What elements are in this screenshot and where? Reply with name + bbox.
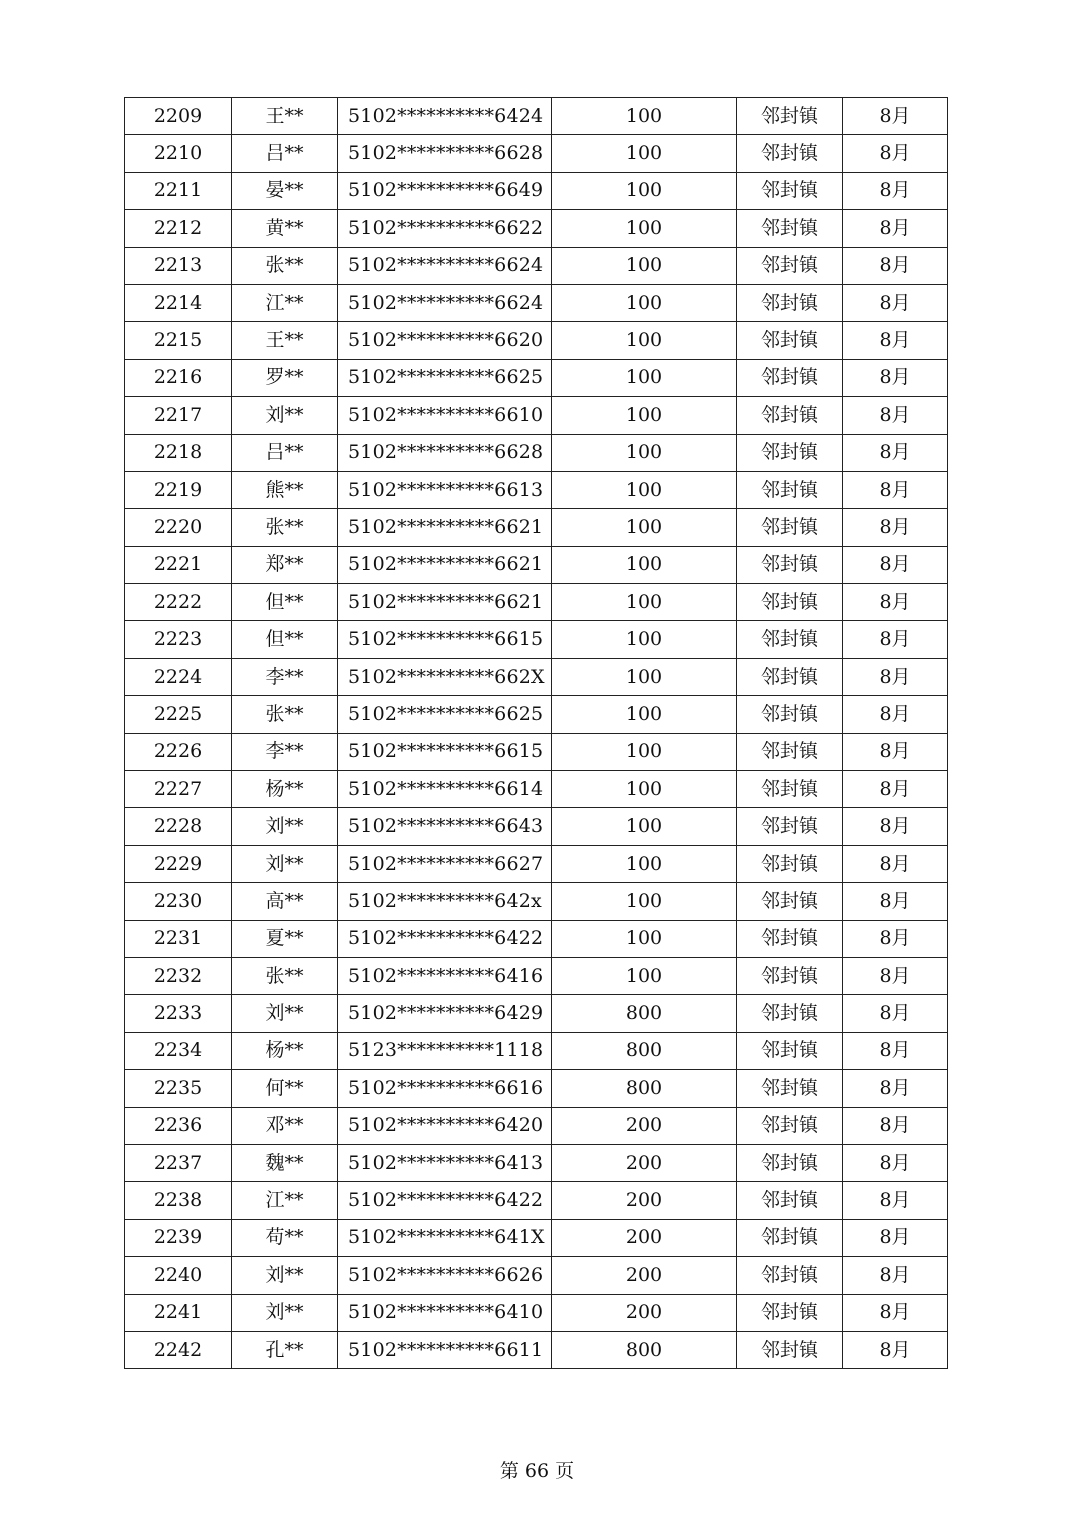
row-number: 2231	[125, 920, 232, 957]
amount-cell: 100	[552, 210, 737, 247]
month-cell: 8月	[843, 1107, 948, 1144]
name-cell: 张**	[232, 509, 338, 546]
row-number: 2214	[125, 284, 232, 321]
id-number-cell: 5102**********6611	[338, 1331, 552, 1368]
name-cell: 郑**	[232, 546, 338, 583]
name-cell: 苟**	[232, 1219, 338, 1256]
amount-cell: 100	[552, 920, 737, 957]
town-cell: 邻封镇	[737, 1257, 843, 1294]
town-cell: 邻封镇	[737, 359, 843, 396]
town-cell: 邻封镇	[737, 98, 843, 135]
table-row	[125, 1331, 948, 1368]
row-number: 2218	[125, 434, 232, 471]
amount-cell: 800	[552, 1032, 737, 1069]
name-cell: 张**	[232, 957, 338, 994]
amount-cell: 100	[552, 135, 737, 172]
row-number: 2237	[125, 1144, 232, 1181]
town-cell: 邻封镇	[737, 322, 843, 359]
row-number: 2210	[125, 135, 232, 172]
month-cell: 8月	[843, 771, 948, 808]
table-row	[125, 845, 948, 882]
month-cell: 8月	[843, 1257, 948, 1294]
id-number-cell: 5102**********6625	[338, 696, 552, 733]
name-cell: 但**	[232, 584, 338, 621]
table-row	[125, 247, 948, 284]
id-number-cell: 5102**********6622	[338, 210, 552, 247]
id-number-cell: 5123**********1118	[338, 1032, 552, 1069]
town-cell: 邻封镇	[737, 397, 843, 434]
month-cell: 8月	[843, 1032, 948, 1069]
id-number-cell: 5102**********6620	[338, 322, 552, 359]
town-cell: 邻封镇	[737, 845, 843, 882]
town-cell: 邻封镇	[737, 172, 843, 209]
town-cell: 邻封镇	[737, 1219, 843, 1256]
id-number-cell: 5102**********6616	[338, 1070, 552, 1107]
table-body	[125, 98, 948, 1369]
id-number-cell: 5102**********6624	[338, 284, 552, 321]
id-number-cell: 5102**********6416	[338, 957, 552, 994]
month-cell: 8月	[843, 1070, 948, 1107]
id-number-cell: 5102**********6413	[338, 1144, 552, 1181]
table-row	[125, 1107, 948, 1144]
id-number-cell: 5102**********6627	[338, 845, 552, 882]
table-row	[125, 1257, 948, 1294]
id-number-cell: 5102**********6614	[338, 771, 552, 808]
town-cell: 邻封镇	[737, 733, 843, 770]
row-number: 2238	[125, 1182, 232, 1219]
name-cell: 张**	[232, 247, 338, 284]
table-row	[125, 1294, 948, 1331]
table-row	[125, 733, 948, 770]
amount-cell: 800	[552, 995, 737, 1032]
amount-cell: 200	[552, 1294, 737, 1331]
table-row	[125, 471, 948, 508]
id-number-cell: 5102**********6615	[338, 621, 552, 658]
table-row	[125, 1219, 948, 1256]
row-number: 2222	[125, 584, 232, 621]
name-cell: 魏**	[232, 1144, 338, 1181]
table-row	[125, 658, 948, 695]
name-cell: 王**	[232, 98, 338, 135]
month-cell: 8月	[843, 247, 948, 284]
amount-cell: 100	[552, 845, 737, 882]
table-row	[125, 883, 948, 920]
id-number-cell: 5102**********6628	[338, 135, 552, 172]
month-cell: 8月	[843, 920, 948, 957]
town-cell: 邻封镇	[737, 1182, 843, 1219]
town-cell: 邻封镇	[737, 1070, 843, 1107]
id-number-cell: 5102**********6621	[338, 584, 552, 621]
table-row	[125, 172, 948, 209]
month-cell: 8月	[843, 359, 948, 396]
table-row	[125, 509, 948, 546]
name-cell: 刘**	[232, 397, 338, 434]
row-number: 2216	[125, 359, 232, 396]
id-number-cell: 5102**********6625	[338, 359, 552, 396]
id-number-cell: 5102**********6610	[338, 397, 552, 434]
row-number: 2230	[125, 883, 232, 920]
town-cell: 邻封镇	[737, 247, 843, 284]
amount-cell: 100	[552, 98, 737, 135]
id-number-cell: 5102**********642x	[338, 883, 552, 920]
name-cell: 邓**	[232, 1107, 338, 1144]
amount-cell: 200	[552, 1107, 737, 1144]
amount-cell: 100	[552, 957, 737, 994]
month-cell: 8月	[843, 546, 948, 583]
amount-cell: 100	[552, 696, 737, 733]
name-cell: 吕**	[232, 135, 338, 172]
town-cell: 邻封镇	[737, 883, 843, 920]
row-number: 2241	[125, 1294, 232, 1331]
town-cell: 邻封镇	[737, 621, 843, 658]
id-number-cell: 5102**********6628	[338, 434, 552, 471]
table-row	[125, 1070, 948, 1107]
row-number: 2234	[125, 1032, 232, 1069]
town-cell: 邻封镇	[737, 434, 843, 471]
name-cell: 刘**	[232, 808, 338, 845]
month-cell: 8月	[843, 509, 948, 546]
amount-cell: 200	[552, 1182, 737, 1219]
name-cell: 刘**	[232, 845, 338, 882]
table-row	[125, 546, 948, 583]
month-cell: 8月	[843, 584, 948, 621]
month-cell: 8月	[843, 1144, 948, 1181]
table-row	[125, 584, 948, 621]
amount-cell: 100	[552, 733, 737, 770]
town-cell: 邻封镇	[737, 546, 843, 583]
id-number-cell: 5102**********641X	[338, 1219, 552, 1256]
name-cell: 张**	[232, 696, 338, 733]
amount-cell: 100	[552, 172, 737, 209]
name-cell: 晏**	[232, 172, 338, 209]
table-row	[125, 359, 948, 396]
town-cell: 邻封镇	[737, 808, 843, 845]
amount-cell: 100	[552, 771, 737, 808]
amount-cell: 100	[552, 621, 737, 658]
name-cell: 夏**	[232, 920, 338, 957]
row-number: 2212	[125, 210, 232, 247]
town-cell: 邻封镇	[737, 1107, 843, 1144]
row-number: 2219	[125, 471, 232, 508]
month-cell: 8月	[843, 883, 948, 920]
town-cell: 邻封镇	[737, 509, 843, 546]
table-row	[125, 771, 948, 808]
month-cell: 8月	[843, 98, 948, 135]
amount-cell: 100	[552, 471, 737, 508]
row-number: 2226	[125, 733, 232, 770]
month-cell: 8月	[843, 434, 948, 471]
amount-cell: 200	[552, 1257, 737, 1294]
page-number: 第 66 页	[499, 1460, 575, 1482]
month-cell: 8月	[843, 845, 948, 882]
month-cell: 8月	[843, 808, 948, 845]
month-cell: 8月	[843, 1219, 948, 1256]
town-cell: 邻封镇	[737, 957, 843, 994]
month-cell: 8月	[843, 658, 948, 695]
id-number-cell: 5102**********6420	[338, 1107, 552, 1144]
id-number-cell: 5102**********6410	[338, 1294, 552, 1331]
amount-cell: 800	[552, 1331, 737, 1368]
table-row	[125, 98, 948, 135]
town-cell: 邻封镇	[737, 210, 843, 247]
month-cell: 8月	[843, 1294, 948, 1331]
table-row	[125, 1182, 948, 1219]
row-number: 2229	[125, 845, 232, 882]
name-cell: 李**	[232, 658, 338, 695]
month-cell: 8月	[843, 696, 948, 733]
name-cell: 黄**	[232, 210, 338, 247]
town-cell: 邻封镇	[737, 995, 843, 1032]
month-cell: 8月	[843, 135, 948, 172]
id-number-cell: 5102**********6615	[338, 733, 552, 770]
town-cell: 邻封镇	[737, 584, 843, 621]
id-number-cell: 5102**********6424	[338, 98, 552, 135]
town-cell: 邻封镇	[737, 135, 843, 172]
amount-cell: 100	[552, 397, 737, 434]
row-number: 2209	[125, 98, 232, 135]
month-cell: 8月	[843, 172, 948, 209]
amount-cell: 100	[552, 247, 737, 284]
month-cell: 8月	[843, 957, 948, 994]
name-cell: 刘**	[232, 995, 338, 1032]
id-number-cell: 5102**********6649	[338, 172, 552, 209]
name-cell: 刘**	[232, 1294, 338, 1331]
table-row	[125, 1032, 948, 1069]
name-cell: 杨**	[232, 1032, 338, 1069]
amount-cell: 100	[552, 808, 737, 845]
amount-cell: 200	[552, 1219, 737, 1256]
month-cell: 8月	[843, 397, 948, 434]
month-cell: 8月	[843, 471, 948, 508]
id-number-cell: 5102**********6422	[338, 1182, 552, 1219]
table-row	[125, 322, 948, 359]
name-cell: 罗**	[232, 359, 338, 396]
id-number-cell: 5102**********6613	[338, 471, 552, 508]
month-cell: 8月	[843, 210, 948, 247]
id-number-cell: 5102**********6429	[338, 995, 552, 1032]
table-row	[125, 920, 948, 957]
id-number-cell: 5102**********6621	[338, 509, 552, 546]
table-row	[125, 995, 948, 1032]
month-cell: 8月	[843, 284, 948, 321]
row-number: 2240	[125, 1257, 232, 1294]
row-number: 2220	[125, 509, 232, 546]
amount-cell: 100	[552, 322, 737, 359]
row-number: 2213	[125, 247, 232, 284]
table-row	[125, 397, 948, 434]
row-number: 2235	[125, 1070, 232, 1107]
table-row	[125, 696, 948, 733]
row-number: 2223	[125, 621, 232, 658]
name-cell: 吕**	[232, 434, 338, 471]
table-row	[125, 434, 948, 471]
table-row	[125, 135, 948, 172]
table-row	[125, 1144, 948, 1181]
month-cell: 8月	[843, 733, 948, 770]
town-cell: 邻封镇	[737, 284, 843, 321]
amount-cell: 100	[552, 584, 737, 621]
row-number: 2228	[125, 808, 232, 845]
month-cell: 8月	[843, 1182, 948, 1219]
month-cell: 8月	[843, 995, 948, 1032]
town-cell: 邻封镇	[737, 1294, 843, 1331]
row-number: 2224	[125, 658, 232, 695]
amount-cell: 100	[552, 546, 737, 583]
name-cell: 刘**	[232, 1257, 338, 1294]
id-number-cell: 5102**********6626	[338, 1257, 552, 1294]
name-cell: 江**	[232, 1182, 338, 1219]
table-row	[125, 621, 948, 658]
name-cell: 高**	[232, 883, 338, 920]
table-row	[125, 210, 948, 247]
name-cell: 杨**	[232, 771, 338, 808]
id-number-cell: 5102**********6643	[338, 808, 552, 845]
name-cell: 李**	[232, 733, 338, 770]
town-cell: 邻封镇	[737, 1032, 843, 1069]
amount-cell: 200	[552, 1144, 737, 1181]
amount-cell: 100	[552, 509, 737, 546]
row-number: 2221	[125, 546, 232, 583]
name-cell: 但**	[232, 621, 338, 658]
row-number: 2236	[125, 1107, 232, 1144]
id-number-cell: 5102**********6422	[338, 920, 552, 957]
amount-cell: 800	[552, 1070, 737, 1107]
id-number-cell: 5102**********6621	[338, 546, 552, 583]
amount-cell: 100	[552, 658, 737, 695]
month-cell: 8月	[843, 1331, 948, 1368]
name-cell: 何**	[232, 1070, 338, 1107]
row-number: 2242	[125, 1331, 232, 1368]
subsidy-table	[124, 97, 948, 1369]
town-cell: 邻封镇	[737, 471, 843, 508]
id-number-cell: 5102**********6624	[338, 247, 552, 284]
table-row	[125, 284, 948, 321]
row-number: 2225	[125, 696, 232, 733]
table-row	[125, 808, 948, 845]
row-number: 2232	[125, 957, 232, 994]
table-row	[125, 957, 948, 994]
id-number-cell: 5102**********662X	[338, 658, 552, 695]
row-number: 2217	[125, 397, 232, 434]
amount-cell: 100	[552, 359, 737, 396]
row-number: 2233	[125, 995, 232, 1032]
town-cell: 邻封镇	[737, 1331, 843, 1368]
town-cell: 邻封镇	[737, 771, 843, 808]
month-cell: 8月	[843, 322, 948, 359]
town-cell: 邻封镇	[737, 696, 843, 733]
month-cell: 8月	[843, 621, 948, 658]
row-number: 2227	[125, 771, 232, 808]
name-cell: 王**	[232, 322, 338, 359]
amount-cell: 100	[552, 883, 737, 920]
row-number: 2239	[125, 1219, 232, 1256]
amount-cell: 100	[552, 284, 737, 321]
row-number: 2215	[125, 322, 232, 359]
amount-cell: 100	[552, 434, 737, 471]
town-cell: 邻封镇	[737, 1144, 843, 1181]
name-cell: 孔**	[232, 1331, 338, 1368]
name-cell: 江**	[232, 284, 338, 321]
town-cell: 邻封镇	[737, 920, 843, 957]
town-cell: 邻封镇	[737, 658, 843, 695]
name-cell: 熊**	[232, 471, 338, 508]
row-number: 2211	[125, 172, 232, 209]
